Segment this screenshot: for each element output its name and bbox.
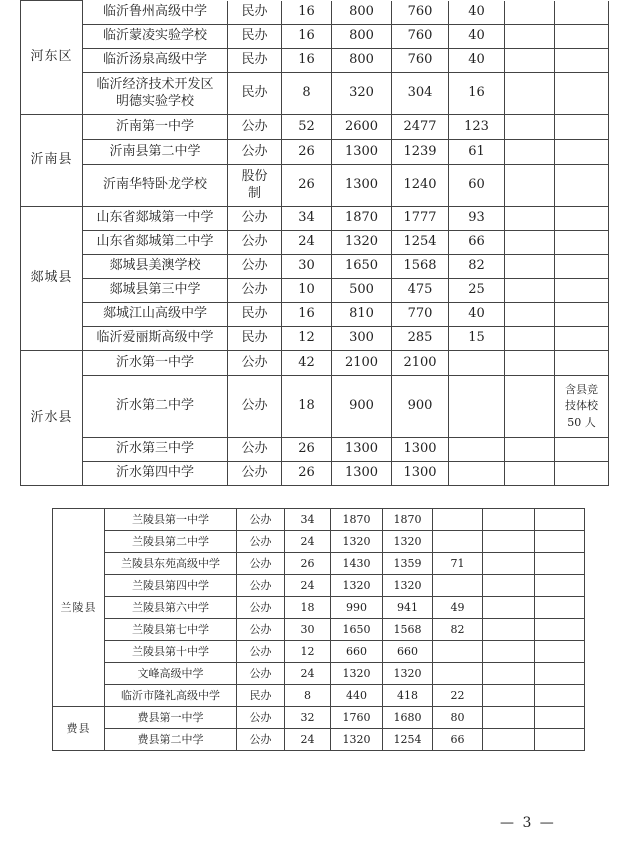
school-type: 公办 xyxy=(237,575,285,597)
page-number: — 3 — xyxy=(500,815,556,831)
note-cell xyxy=(555,140,609,165)
class-count: 34 xyxy=(285,509,331,531)
region-cell: 兰陵县 xyxy=(53,509,105,707)
table-row xyxy=(53,553,585,575)
local-count: 1777 xyxy=(392,207,449,231)
plan-count: 320 xyxy=(332,73,392,115)
school-type: 公办 xyxy=(237,553,285,575)
plan-count: 440 xyxy=(331,685,383,707)
class-count: 10 xyxy=(282,279,332,303)
school-type: 公办 xyxy=(228,140,282,165)
local-count: 418 xyxy=(383,685,433,707)
local-count: 1568 xyxy=(392,255,449,279)
table-row xyxy=(21,231,609,255)
class-count: 24 xyxy=(285,663,331,685)
region-cell: 沂南县 xyxy=(21,115,83,207)
table-row xyxy=(53,707,585,729)
other-count xyxy=(433,663,483,685)
school-type: 公办 xyxy=(228,255,282,279)
school-name: 沂南第一中学 xyxy=(83,115,228,140)
extra-cell xyxy=(505,207,555,231)
table-row xyxy=(21,73,609,115)
other-count xyxy=(449,351,505,376)
school-type: 公办 xyxy=(228,462,282,486)
table-row xyxy=(21,327,609,351)
note-cell xyxy=(555,231,609,255)
plan-count: 1320 xyxy=(331,575,383,597)
school-name: 郯城江山高级中学 xyxy=(83,303,228,327)
school-type: 公办 xyxy=(237,707,285,729)
table-row xyxy=(53,531,585,553)
note-cell xyxy=(555,207,609,231)
plan-count: 1320 xyxy=(331,531,383,553)
class-count: 26 xyxy=(285,553,331,575)
note-cell xyxy=(535,509,585,531)
table-row xyxy=(21,115,609,140)
plan-count: 1320 xyxy=(331,663,383,685)
class-count: 34 xyxy=(282,207,332,231)
plan-count: 1320 xyxy=(331,729,383,751)
local-count: 1254 xyxy=(392,231,449,255)
note-cell xyxy=(535,729,585,751)
local-count: 1320 xyxy=(383,531,433,553)
table-row xyxy=(21,25,609,49)
plan-count: 1430 xyxy=(331,553,383,575)
table-row xyxy=(21,279,609,303)
table-row xyxy=(53,597,585,619)
other-count xyxy=(433,575,483,597)
class-count: 24 xyxy=(285,531,331,553)
other-count: 15 xyxy=(449,327,505,351)
local-count: 760 xyxy=(392,49,449,73)
table-row xyxy=(21,438,609,462)
class-count: 16 xyxy=(282,49,332,73)
other-count: 82 xyxy=(449,255,505,279)
plan-count: 1650 xyxy=(332,255,392,279)
local-count: 1300 xyxy=(392,438,449,462)
other-count xyxy=(433,641,483,663)
class-count: 24 xyxy=(282,231,332,255)
table-row xyxy=(53,729,585,751)
school-name: 郯城县第三中学 xyxy=(83,279,228,303)
table-row xyxy=(21,1,609,25)
local-count: 660 xyxy=(383,641,433,663)
note-cell xyxy=(535,685,585,707)
school-type: 公办 xyxy=(228,438,282,462)
plan-count: 990 xyxy=(331,597,383,619)
note-cell xyxy=(555,255,609,279)
plan-count: 1300 xyxy=(332,438,392,462)
extra-cell xyxy=(505,165,555,207)
school-type: 民办 xyxy=(228,1,282,25)
extra-cell xyxy=(505,231,555,255)
other-count: 82 xyxy=(433,619,483,641)
table-row xyxy=(21,49,609,73)
other-count: 80 xyxy=(433,707,483,729)
school-type: 公办 xyxy=(237,597,285,619)
school-name: 费县第二中学 xyxy=(105,729,237,751)
local-count: 475 xyxy=(392,279,449,303)
class-count: 30 xyxy=(285,619,331,641)
note-cell xyxy=(555,279,609,303)
extra-cell xyxy=(483,553,535,575)
note-cell xyxy=(555,438,609,462)
region-cell: 河东区 xyxy=(21,1,83,115)
school-type-line1: 股份 xyxy=(241,168,268,184)
note-line1: 含县竞 xyxy=(565,382,598,396)
note-cell xyxy=(555,49,609,73)
school-name: 沂水第三中学 xyxy=(83,438,228,462)
school-name-line1: 临沂经济技术开发区 xyxy=(96,76,214,92)
extra-cell xyxy=(505,351,555,376)
school-type: 民办 xyxy=(228,25,282,49)
plan-count: 900 xyxy=(332,376,392,438)
note-cell xyxy=(555,327,609,351)
other-count: 93 xyxy=(449,207,505,231)
school-type: 民办 xyxy=(228,73,282,115)
other-count: 66 xyxy=(449,231,505,255)
extra-cell xyxy=(505,115,555,140)
extra-cell xyxy=(483,685,535,707)
other-count: 66 xyxy=(433,729,483,751)
other-count: 49 xyxy=(433,597,483,619)
other-count: 40 xyxy=(449,25,505,49)
class-count: 24 xyxy=(285,575,331,597)
plan-count: 300 xyxy=(332,327,392,351)
other-count: 22 xyxy=(433,685,483,707)
region-cell: 沂水县 xyxy=(21,351,83,486)
school-name: 文峰高级中学 xyxy=(105,663,237,685)
class-count: 8 xyxy=(282,73,332,115)
extra-cell xyxy=(483,729,535,751)
school-name-line2: 明德实验学校 xyxy=(115,93,194,109)
school-name: 沂水第四中学 xyxy=(83,462,228,486)
local-count: 941 xyxy=(383,597,433,619)
note-cell xyxy=(535,575,585,597)
extra-cell xyxy=(505,327,555,351)
school-type: 公办 xyxy=(237,619,285,641)
class-count: 16 xyxy=(282,1,332,25)
extra-cell xyxy=(505,1,555,25)
extra-cell xyxy=(483,531,535,553)
table-row xyxy=(53,663,585,685)
class-count: 16 xyxy=(282,25,332,49)
other-count xyxy=(449,462,505,486)
class-count: 32 xyxy=(285,707,331,729)
note-cell xyxy=(555,115,609,140)
school-name: 兰陵县东苑高级中学 xyxy=(105,553,237,575)
school-name: 山东省郯城第一中学 xyxy=(83,207,228,231)
extra-cell xyxy=(505,140,555,165)
table-row xyxy=(21,140,609,165)
school-type: 公办 xyxy=(237,641,285,663)
note-cell xyxy=(555,303,609,327)
school-type: 公办 xyxy=(237,663,285,685)
class-count: 18 xyxy=(285,597,331,619)
note-cell xyxy=(535,597,585,619)
table-row xyxy=(53,509,585,531)
school-type-line2: 制 xyxy=(247,185,261,201)
local-count: 2100 xyxy=(392,351,449,376)
extra-cell xyxy=(505,438,555,462)
other-count: 40 xyxy=(449,1,505,25)
local-count: 1240 xyxy=(392,165,449,207)
plan-count: 2600 xyxy=(332,115,392,140)
class-count: 26 xyxy=(282,165,332,207)
school-name: 沂南县第二中学 xyxy=(83,140,228,165)
school-name: 兰陵县第七中学 xyxy=(105,619,237,641)
table-row xyxy=(21,255,609,279)
plan-count: 1760 xyxy=(331,707,383,729)
note-cell xyxy=(555,376,609,438)
other-count xyxy=(449,438,505,462)
class-count: 52 xyxy=(282,115,332,140)
table-row xyxy=(21,207,609,231)
local-count: 1254 xyxy=(383,729,433,751)
plan-count: 800 xyxy=(332,25,392,49)
extra-cell xyxy=(483,641,535,663)
note-cell xyxy=(535,663,585,685)
table-row xyxy=(53,619,585,641)
class-count: 18 xyxy=(282,376,332,438)
plan-count: 2100 xyxy=(332,351,392,376)
other-count: 60 xyxy=(449,165,505,207)
table-row xyxy=(21,351,609,376)
table-row xyxy=(21,376,609,438)
class-count: 42 xyxy=(282,351,332,376)
extra-cell xyxy=(505,73,555,115)
note-cell xyxy=(555,165,609,207)
plan-count: 1300 xyxy=(332,165,392,207)
plan-count: 1650 xyxy=(331,619,383,641)
school-name: 郯城县美澳学校 xyxy=(83,255,228,279)
local-count: 1239 xyxy=(392,140,449,165)
plan-count: 500 xyxy=(332,279,392,303)
school-name: 临沂市隆礼高级中学 xyxy=(105,685,237,707)
table-row xyxy=(21,165,609,207)
note-cell xyxy=(555,462,609,486)
local-count: 1870 xyxy=(383,509,433,531)
school-name: 沂水第一中学 xyxy=(83,351,228,376)
local-count: 1680 xyxy=(383,707,433,729)
school-type: 公办 xyxy=(228,231,282,255)
class-count: 12 xyxy=(285,641,331,663)
table-row xyxy=(53,575,585,597)
plan-count: 1320 xyxy=(332,231,392,255)
local-count: 760 xyxy=(392,25,449,49)
plan-count: 800 xyxy=(332,49,392,73)
school-name xyxy=(83,73,228,115)
extra-cell xyxy=(505,255,555,279)
note-cell xyxy=(555,1,609,25)
local-count: 1300 xyxy=(392,462,449,486)
enrollment-table-bottom xyxy=(52,508,585,751)
school-name: 兰陵县第四中学 xyxy=(105,575,237,597)
local-count: 2477 xyxy=(392,115,449,140)
school-type: 民办 xyxy=(228,303,282,327)
school-name: 兰陵县第一中学 xyxy=(105,509,237,531)
other-count: 61 xyxy=(449,140,505,165)
local-count: 285 xyxy=(392,327,449,351)
note-cell xyxy=(555,351,609,376)
other-count: 40 xyxy=(449,49,505,73)
school-name: 临沂蒙凌实验学校 xyxy=(83,25,228,49)
other-count xyxy=(449,376,505,438)
school-type: 公办 xyxy=(228,279,282,303)
extra-cell xyxy=(505,462,555,486)
local-count: 1359 xyxy=(383,553,433,575)
class-count: 12 xyxy=(282,327,332,351)
extra-cell xyxy=(483,575,535,597)
other-count xyxy=(433,509,483,531)
extra-cell xyxy=(483,597,535,619)
local-count: 1320 xyxy=(383,575,433,597)
school-type: 公办 xyxy=(228,376,282,438)
table-row xyxy=(21,303,609,327)
extra-cell xyxy=(483,707,535,729)
plan-count: 1300 xyxy=(332,140,392,165)
other-count: 25 xyxy=(449,279,505,303)
class-count: 24 xyxy=(285,729,331,751)
school-type: 民办 xyxy=(228,49,282,73)
school-name: 费县第一中学 xyxy=(105,707,237,729)
plan-count: 810 xyxy=(332,303,392,327)
local-count: 900 xyxy=(392,376,449,438)
school-type: 民办 xyxy=(228,327,282,351)
extra-cell xyxy=(483,509,535,531)
enrollment-table-top xyxy=(20,0,609,486)
class-count: 26 xyxy=(282,462,332,486)
local-count: 760 xyxy=(392,1,449,25)
class-count: 30 xyxy=(282,255,332,279)
note-cell xyxy=(535,707,585,729)
school-name: 临沂爱丽斯高级中学 xyxy=(83,327,228,351)
note-cell xyxy=(535,553,585,575)
extra-cell xyxy=(505,279,555,303)
other-count: 40 xyxy=(449,303,505,327)
plan-count: 1870 xyxy=(331,509,383,531)
table-row xyxy=(21,462,609,486)
table-row xyxy=(53,641,585,663)
school-name: 兰陵县第十中学 xyxy=(105,641,237,663)
note-cell xyxy=(535,531,585,553)
class-count: 26 xyxy=(282,140,332,165)
school-type: 民办 xyxy=(237,685,285,707)
school-name: 临沂汤泉高级中学 xyxy=(83,49,228,73)
extra-cell xyxy=(505,376,555,438)
local-count: 1320 xyxy=(383,663,433,685)
school-type: 公办 xyxy=(228,351,282,376)
other-count: 123 xyxy=(449,115,505,140)
region-cell: 费县 xyxy=(53,707,105,751)
school-type: 公办 xyxy=(228,115,282,140)
table-row xyxy=(53,685,585,707)
school-name: 兰陵县第二中学 xyxy=(105,531,237,553)
school-type: 公办 xyxy=(228,207,282,231)
school-name: 沂南华特卧龙学校 xyxy=(83,165,228,207)
extra-cell xyxy=(505,25,555,49)
extra-cell xyxy=(505,303,555,327)
school-name: 临沂鲁州高级中学 xyxy=(83,1,228,25)
school-name: 沂水第二中学 xyxy=(83,376,228,438)
other-count: 71 xyxy=(433,553,483,575)
note-cell xyxy=(555,25,609,49)
school-name: 山东省郯城第二中学 xyxy=(83,231,228,255)
other-count: 16 xyxy=(449,73,505,115)
note-cell xyxy=(535,619,585,641)
plan-count: 660 xyxy=(331,641,383,663)
school-name: 兰陵县第六中学 xyxy=(105,597,237,619)
local-count: 304 xyxy=(392,73,449,115)
class-count: 26 xyxy=(282,438,332,462)
extra-cell xyxy=(505,49,555,73)
school-type: 公办 xyxy=(237,509,285,531)
plan-count: 1300 xyxy=(332,462,392,486)
class-count: 8 xyxy=(285,685,331,707)
class-count: 16 xyxy=(282,303,332,327)
region-cell: 郯城县 xyxy=(21,207,83,351)
note-line2: 技体校 xyxy=(565,399,598,413)
local-count: 1568 xyxy=(383,619,433,641)
local-count: 770 xyxy=(392,303,449,327)
plan-count: 800 xyxy=(332,1,392,25)
note-cell xyxy=(555,73,609,115)
school-type xyxy=(228,165,282,207)
extra-cell xyxy=(483,619,535,641)
extra-cell xyxy=(483,663,535,685)
school-type: 公办 xyxy=(237,729,285,751)
school-type: 公办 xyxy=(237,531,285,553)
note-cell xyxy=(535,641,585,663)
note-line3: 50 人 xyxy=(567,415,596,429)
plan-count: 1870 xyxy=(332,207,392,231)
other-count xyxy=(433,531,483,553)
